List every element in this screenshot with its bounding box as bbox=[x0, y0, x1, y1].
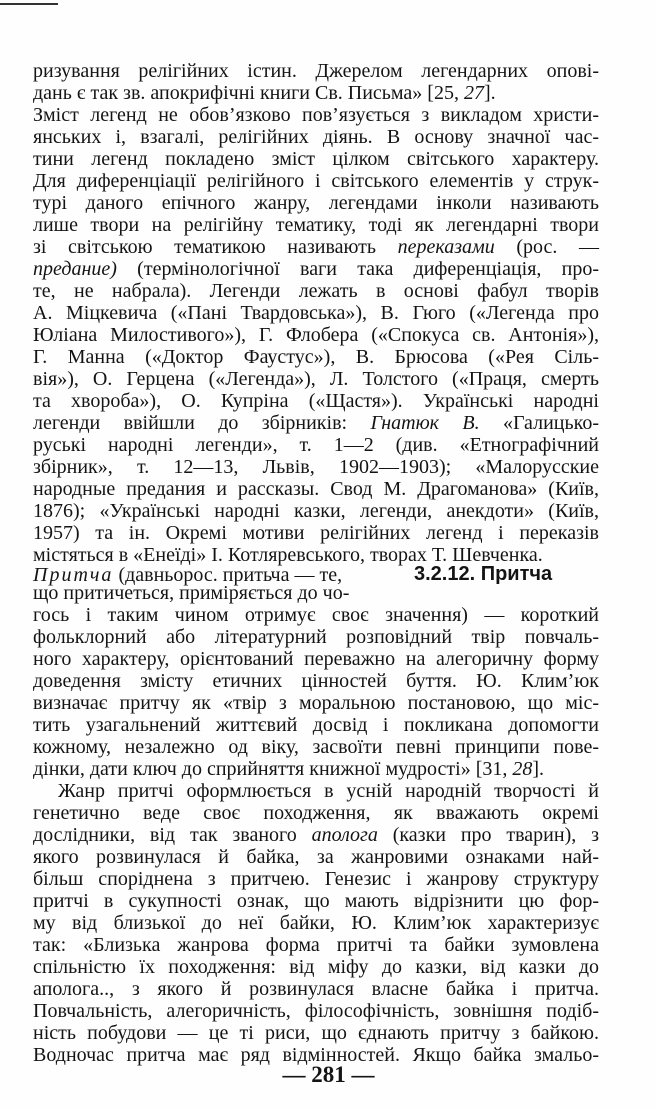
text-line: Жанр притчі оформлюється в усній народній творчості й bbox=[58, 780, 599, 802]
text-line: турі даного епічного жанру, легендами інколи називають bbox=[33, 192, 599, 214]
text-line: вія»), О. Герцена («Легенда»), Л. Толстого («Праця, смерть bbox=[33, 368, 599, 390]
text-line: так: «Близька жанрова форма притчі та байки зумовлена bbox=[33, 934, 599, 956]
text-line: Зміст легенд не обов’язково пов’язується з викладом христи- bbox=[33, 104, 599, 126]
text-line: дань є так зв. апокрифічні книги Св. Письма» [25, 27]. bbox=[33, 82, 496, 104]
text-line: дослідники, від так званого аполога (казки про тварин), з bbox=[33, 824, 599, 846]
text-line: народные предания и рассказы. Свод М. Драгоманова» (Київ, bbox=[33, 478, 599, 500]
text-line: 1876); «Українські народні казки, легенди, анекдоти» (Київ, bbox=[33, 500, 599, 522]
citation-page: 27 bbox=[463, 82, 484, 104]
text-line: збірник», т. 12—13, Львів, 1902—1903); «Малорусские bbox=[33, 456, 599, 478]
text-line: легенди ввійшли до збірників: Гнатюк В. «Галицько- bbox=[33, 412, 599, 434]
text-line: те, не набрала). Легенди лежать в основі фабул творів bbox=[33, 280, 599, 302]
text-line: кожному, незалежно од віку, засвоїти певні принципи пове- bbox=[33, 736, 599, 758]
text-line: руські народні легенди», т. 1—2 (див. «Етнографічний bbox=[33, 434, 599, 456]
text-line: Водночас притча має ряд відмінностей. Якщо байка змальо- bbox=[33, 1044, 599, 1066]
text-line: ризування релігійних істин. Джерелом легендарних опові- bbox=[33, 60, 599, 82]
text-line: му від близької до неї байки, Ю. Клим’юк характеризує bbox=[33, 912, 599, 934]
text-line: що притичеться, приміряється до чо- bbox=[33, 582, 350, 604]
text-line: тить узагальнений життєвий досвід і покликана допомогти bbox=[33, 714, 599, 736]
text-line: Юліана Милостивого»), Г. Флобера («Спокуса св. Антонія»), bbox=[33, 324, 599, 346]
term-italic: предание) bbox=[33, 258, 117, 280]
text-line: 1957) та ін. Окремі мотиви релігійних легенд і переказів bbox=[33, 522, 599, 544]
text-line: янських і, взагалі, релігійних діянь. В основу значної час- bbox=[33, 126, 599, 148]
text-line: спільністю їх походження: від міфу до казки, від казки до bbox=[33, 956, 599, 978]
text-line: притчі в сукупності ознак, що мають відрізнити цю фор- bbox=[33, 890, 599, 912]
text-line: якого розвинулася й байка, за жанровими ознаками най- bbox=[33, 846, 599, 868]
top-rule bbox=[0, 3, 58, 5]
text-line: генетично веде своє походження, як вважають окремі bbox=[33, 802, 599, 824]
text-line: лише твори на релігійну тематику, тоді як легендарні твори bbox=[33, 214, 599, 236]
text-line: доведення змісту етичних цінностей буття. Ю. Клим’юк bbox=[33, 670, 599, 692]
text-line: фольклорний або літературний розповідний твір повчаль- bbox=[33, 626, 599, 648]
author-italic: Гнатюк В. bbox=[370, 412, 480, 434]
term-italic: аполога bbox=[311, 824, 378, 846]
text-line: тини легенд покладено зміст цілком світського характеру. bbox=[33, 148, 599, 170]
term-italic: переказами bbox=[397, 236, 495, 258]
text-line: ного характеру, орієнтований переважно на алегоричну форму bbox=[33, 648, 599, 670]
text-line: Г. Манна («Доктор Фаустус»), В. Брюсова («Рея Сіль- bbox=[33, 346, 599, 368]
text-line: предание) (термінологічної ваги така диференціація, про- bbox=[33, 258, 599, 280]
text-line: Для диференціації релігійного і світського елементів у струк- bbox=[33, 170, 599, 192]
text-line: зі світською тематикою називають переказами (рос. — bbox=[33, 236, 599, 258]
citation-page: 28 bbox=[512, 758, 533, 780]
page-number: — 281 — bbox=[282, 1062, 375, 1087]
text-line: Повчальність, алегоричність, філософічність, зовнішня подіб- bbox=[33, 1000, 599, 1022]
section-heading: 3.2.12. Притча bbox=[414, 563, 553, 585]
text-line: А. Міцкевича («Пані Твардовська»), В. Гюго («Легенда про bbox=[33, 302, 599, 324]
text-line: гось і таким чином отримує своє значення) — короткий bbox=[33, 604, 599, 626]
text-line: більш споріднена з притчею. Генезис і жанрову структуру bbox=[33, 868, 599, 890]
text-line: аполога.., з якого й розвинулася власне байка і притча. bbox=[33, 978, 599, 1000]
text-line: ність побудови — це ті риси, що єднають притчу з байкою. bbox=[33, 1022, 599, 1044]
term-spaced: Притча bbox=[33, 564, 114, 586]
text-line: дінки, дати ключ до сприйняття книжної мудрості» [31, 28]. bbox=[33, 758, 545, 780]
text-line: визначає притчу як «твір з моральною постановою, що міс- bbox=[33, 692, 599, 714]
text-line: Притча (давньорос. притьча — те, bbox=[33, 564, 343, 586]
text-line: містяться в «Енеїді» І. Котляревського, творах Т. Шевченка. bbox=[33, 544, 543, 566]
text-line: та хвороба»), О. Купріна («Щастя»). Українські народні bbox=[33, 390, 599, 412]
